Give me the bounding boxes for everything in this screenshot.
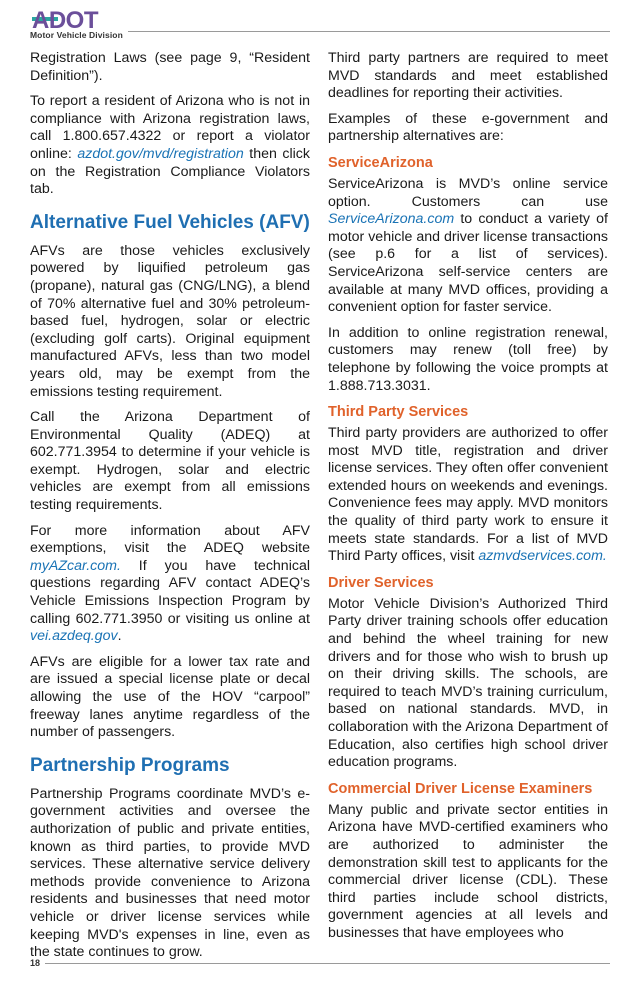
header-divider (128, 31, 610, 32)
logo-subtitle: Motor Vehicle Division (30, 30, 123, 40)
left-column (30, 50, 310, 970)
myazcar-link[interactable]: myAZcar.com. (30, 557, 121, 574)
paragraph: AFVs are those vehicles exclusively powered by liquified petroleum gas (propane), natural gas (CNG/LNG), a blend of 70% alternative fuel and 30% petroleum-based fuel, hydrogen, solar or electric (excluding golf carts). Original equipment manufactured AFVs, less than two model years old, may be exempt from the emissions testing requirement. (30, 242, 310, 400)
section-heading-afv: Alternative Fuel Vehicles (AFV) (30, 211, 310, 233)
adot-logo (30, 6, 140, 46)
paragraph: Call the Arizona Department of Environmental Quality (ADEQ) at 602.771.3954 to determine if your vehicle is exempt. Hydrogen, solar and electric vehicles are exempt from all emissions testing requirements. (30, 409, 310, 514)
page-number: 18 (30, 958, 41, 968)
paragraph: For more information about AFV exemptions, visit the ADEQ website myAZcar.com. If you have technical questions regarding AFV contact ADEQ’s Vehicle Emissions Inspection Program by calling 602.771.3950 or visiting us online at vei.azdeq.gov. (30, 522, 310, 645)
paragraph: ServiceArizona is MVD’s online service option. Customers can use ServiceArizona.com to conduct a variety of motor vehicle and driver license transactions (see p.6 for a list of services). ServiceArizona self-service centers are available at many MVD offices, providing a convenient option for faster service. (328, 175, 608, 316)
paragraph: Motor Vehicle Division’s Authorized Third Party driver training schools offer education and behind the wheel training for new drivers and for those who wish to brush up on their driving skills. The schools, are required to teach MVD’s training curriculum, based on national standards. MVD, in collaboration with the Arizona Department of Education, also certifies high school driver education programs. (328, 595, 608, 771)
subheading-third-party: Third Party Services (328, 404, 469, 421)
footer-divider (45, 963, 610, 964)
vei-azdeq-link[interactable]: vei.azdeq.gov (30, 628, 118, 645)
page-header (0, 0, 638, 50)
subheading-cdl-examiners: Commercial Driver License Examiners (328, 780, 593, 797)
paragraph: Examples of these e-government and partnership alternatives are: (328, 110, 608, 145)
paragraph: Third party partners are required to meet MVD standards and meet established deadlines for reporting their activities. (328, 50, 608, 102)
paragraph: Many public and private sector entities in Arizona have MVD-certified examiners who are authorized to administer the demonstration skill test to applicants for the commercial driver license (CDL). These third parties include school districts, government agencies at all levels and businesses that have employees who (328, 801, 608, 941)
paragraph: Registration Laws (see page 9, “Resident Definition”). (30, 50, 310, 84)
registration-link[interactable]: azdot.gov/mvd/registration (77, 145, 244, 162)
paragraph: To report a resident of Arizona who is not in compliance with Arizona registration laws, call 1.800.657.4322 or report a violator online: azdot.gov/mvd/registration then click on the Registration Compliance Violators tab. (30, 93, 310, 198)
logo-text: ADOT (32, 7, 98, 32)
adot-logo-mark (30, 6, 140, 32)
servicearizona-link[interactable]: ServiceArizona.com (328, 211, 455, 228)
subheading-servicearizona: ServiceArizona (328, 154, 433, 171)
paragraph: Partnership Programs coordinate MVD’s e-government activities and oversee the authorization of public and private entities, known as third parties, to provide MVD services. These alternative service delivery methods provide convenience to Arizona residents and businesses that need motor vehicle or driver license services while keeping MVD's expenses in line, even as the state continues to grow. (30, 785, 310, 961)
paragraph: Third party providers are authorized to offer most MVD title, registration and driver license services. They often offer convenient extended hours on weekends and evenings. Convenience fees may apply. MVD monitors the quality of third party work to ensure it meets state standards. For a list of MVD Third Party offices, visit azmvdservices.com. (328, 425, 608, 565)
subheading-driver-services: Driver Services (328, 574, 434, 591)
azmvdservices-link[interactable]: azmvdservices.com. (478, 548, 607, 565)
right-column (328, 50, 608, 951)
paragraph: In addition to online registration renewal, customers may renew (toll free) by telephone by following the voice prompts at 1.888.713.3031. (328, 324, 608, 394)
paragraph: AFVs are eligible for a lower tax rate and are issued a special license plate or decal allowing the use of the HOV “carpool” freeway lanes anytime regardless of the number of passengers. (30, 653, 310, 741)
section-heading-partnership: Partnership Programs (30, 754, 230, 776)
